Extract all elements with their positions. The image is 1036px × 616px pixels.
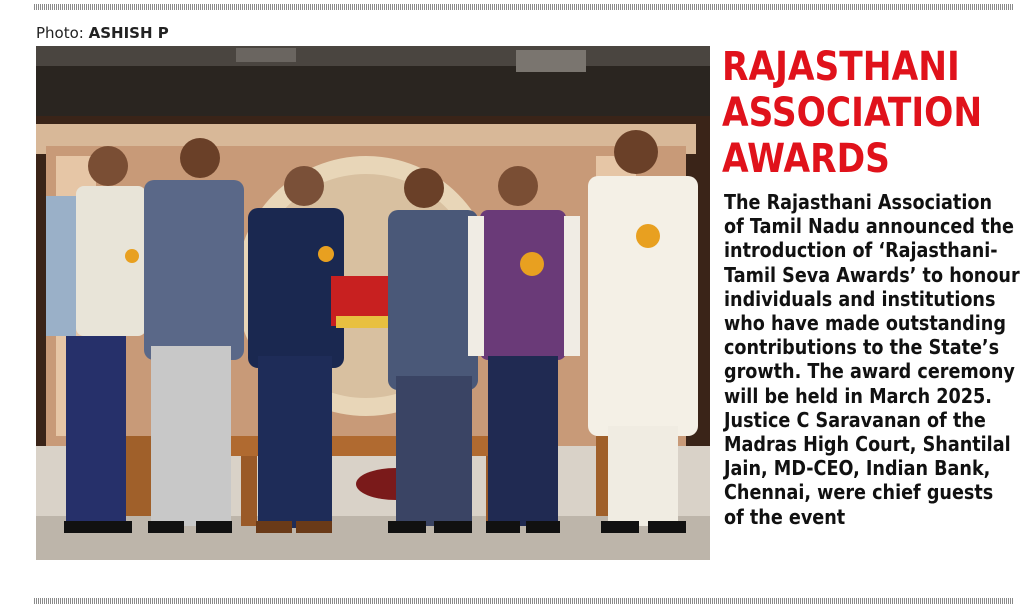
body-line: The Rajasthani Association [724, 190, 993, 214]
award-ceremony-image [36, 46, 710, 560]
body-line: Madras High Court, Shantilal [724, 432, 1011, 457]
headline [722, 44, 983, 182]
body-line: of the event [724, 504, 846, 529]
body-line: individuals and institutions [724, 286, 996, 311]
body-line: Justice C Saravanan of the [724, 407, 986, 432]
body-line: contributions to the State’s [724, 335, 1000, 360]
body-line: Chennai, were chief guests [724, 480, 994, 505]
person-2 [144, 138, 244, 533]
photo-credit-prefix: Photo: [36, 24, 89, 42]
body-line: Jain, MD-CEO, Indian Bank, [724, 456, 991, 481]
headline-line: ASSOCIATION [722, 90, 983, 136]
body-line: introduction of ‘Rajasthani- [724, 238, 998, 263]
top-dotted-rule [34, 4, 1014, 10]
person-3 [248, 166, 344, 533]
event-photo [36, 46, 710, 560]
body-line: of Tamil Nadu announced the [724, 214, 1014, 239]
bottom-dotted-rule [34, 598, 1014, 604]
body-line: will be held in March 2025. [724, 383, 992, 408]
body-line: Tamil Seva Awards’ to honour [724, 262, 1020, 287]
person-4 [388, 168, 478, 533]
headline-line: AWARDS [722, 136, 890, 182]
body-line: who have made outstanding [724, 311, 1006, 336]
body-line: growth. The award ceremony [724, 359, 1015, 384]
headline-line: RAJASTHANI [722, 44, 960, 90]
photo-credit [36, 24, 169, 42]
photographer-name: ASHISH P [88, 24, 169, 42]
article-body [724, 190, 1020, 529]
